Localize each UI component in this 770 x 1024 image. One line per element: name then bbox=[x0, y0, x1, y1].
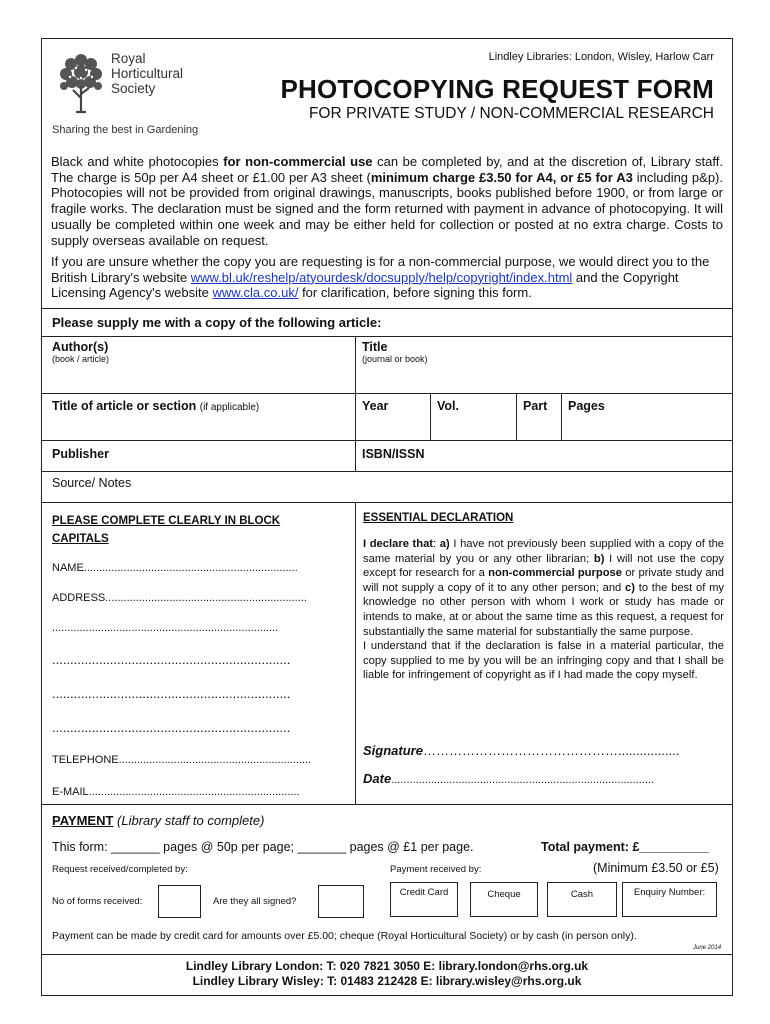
divider bbox=[430, 393, 431, 440]
date-field[interactable]: Date...................................................................................... bbox=[363, 771, 655, 786]
year-label: Year bbox=[362, 399, 389, 413]
divider bbox=[41, 308, 733, 309]
intro-paragraph-charges: Black and white photocopies for non-commercial use can be completed by, and at the discretion of, Library staff. The charge is 50p per A4 sheet or £1.00 per A3 sheet (minimum charge £3.50 for A4, or £5 for A3 including p&p). Photocopies will not be provided from original drawings, manuscripts, books published before 1900, or from large or fragile works. The declaration must be signed and the form returned with payment in advance of photocopying. It will usually be completed within one week and may be either held for collection or posted at no extra charge. Costs to supply overseas available on request. bbox=[51, 154, 723, 248]
source-notes-label: Source/ Notes bbox=[52, 476, 132, 490]
divider bbox=[355, 502, 356, 804]
title-label: Title bbox=[362, 340, 388, 354]
divider bbox=[41, 502, 733, 503]
section-label: Title of article or section (if applicable) bbox=[52, 399, 260, 413]
divider bbox=[41, 804, 733, 805]
rhs-tree-logo bbox=[58, 50, 104, 118]
all-signed-label: Are they all signed? bbox=[213, 896, 297, 907]
tagline: Sharing the best in Gardening bbox=[52, 124, 199, 136]
logo-wordmark: Royal Horticultural Society bbox=[111, 51, 184, 96]
payment-methods-note: Payment can be made by credit card for amounts over £5.00; cheque (Royal Horticultural Society) or by cash (in person only). bbox=[52, 930, 637, 942]
name-field[interactable]: NAME...................................................................... bbox=[52, 562, 298, 574]
payment-heading: PAYMENT (Library staff to complete) bbox=[52, 813, 265, 828]
total-payment-field[interactable]: Total payment: £__________ bbox=[541, 840, 709, 854]
address-line[interactable]: .......................................................................... bbox=[52, 622, 279, 634]
british-library-link[interactable]: www.bl.uk/reshelp/atyourdesk/docsupply/help/copyright/index.html bbox=[190, 269, 573, 285]
signature-field[interactable]: Signature………………………………………................. bbox=[363, 743, 680, 758]
email-field[interactable]: E-MAIL..................................................................... bbox=[52, 786, 300, 798]
cash-box[interactable]: Cash bbox=[547, 882, 617, 917]
form-title: PHOTOCOPYING REQUEST FORM bbox=[280, 74, 714, 104]
forms-received-label: No of forms received: bbox=[52, 896, 143, 907]
pages-charge-line: This form: _______ pages @ 50p per page; _______ pages @ £1 per page. bbox=[52, 840, 474, 854]
request-completed-label: Request received/completed by: bbox=[52, 864, 188, 875]
address-line[interactable]: .................................................................. bbox=[52, 720, 291, 735]
authors-hint: (book / article) bbox=[52, 354, 110, 364]
cheque-box[interactable]: Cheque bbox=[470, 882, 538, 917]
authors-label: Author(s) bbox=[52, 340, 109, 354]
part-label: Part bbox=[523, 399, 548, 413]
footer-wisley-contact: Lindley Library Wisley: T: 01483 212428 E: library.wisley@rhs.org.uk bbox=[192, 974, 582, 988]
form-version: June 2014 bbox=[693, 945, 722, 951]
all-signed-box[interactable] bbox=[318, 885, 364, 918]
declaration-heading: ESSENTIAL DECLARATION bbox=[363, 512, 514, 524]
enquiry-number-box[interactable]: Enquiry Number: bbox=[622, 882, 717, 917]
divider bbox=[41, 954, 733, 955]
minimum-charge-note: (Minimum £3.50 or £5) bbox=[593, 861, 719, 875]
divider bbox=[41, 471, 733, 472]
volume-label: Vol. bbox=[437, 399, 459, 413]
payment-received-label: Payment received by: bbox=[390, 864, 482, 875]
address-line[interactable]: .................................................................. bbox=[52, 686, 291, 701]
telephone-field[interactable]: TELEPHONE............................................................... bbox=[52, 754, 312, 766]
article-heading: Please supply me with a copy of the following article: bbox=[52, 315, 382, 330]
footer-london-contact: Lindley Library London: T: 020 7821 3050 E: library.london@rhs.org.uk bbox=[185, 959, 589, 973]
library-locations: Lindley Libraries: London, Wisley, Harlow Carr bbox=[488, 51, 714, 63]
divider bbox=[355, 336, 356, 471]
block-capitals-heading: PLEASE COMPLETE CLEARLY IN BLOCK CAPITALS bbox=[52, 515, 281, 545]
title-hint: (journal or book) bbox=[362, 354, 428, 364]
divider bbox=[41, 336, 733, 337]
credit-card-box[interactable]: Credit Card bbox=[390, 882, 458, 917]
address-line[interactable]: .................................................................. bbox=[52, 652, 291, 667]
forms-received-box[interactable] bbox=[158, 885, 201, 918]
intro-paragraph-copyright: If you are unsure whether the copy you are requesting is for a non-commercial purpose, we would direct you to the British Library's website www.bl.uk/reshelp/atyourdesk/docsupply/help/copyright/index.html and the Copyright Licensing Agency's website www.cla.co.uk/ for clarification, before signing this form. bbox=[51, 254, 710, 301]
declaration-text: I declare that: a) I have not previously been supplied with a copy of the same material by you or any other librarian; b) I will not use the copy except for research for a non-commercial purpose or private study and will not supply a copy of it to any other person; and c) to the best of my knowledge no other person with whom I work or study has made or intends to make, at or about the same time as this request, a request for substantially the same material for substantially the same purpose. I understand that if the declaration is false in a material particular, the copy supplied to me by you will be an infringing copy and that I shall be liable for infringement of copyright as if I had made the copy myself. bbox=[363, 538, 725, 682]
cla-link[interactable]: www.cla.co.uk/ bbox=[212, 285, 299, 301]
publisher-label: Publisher bbox=[52, 447, 109, 461]
isbn-label: ISBN/ISSN bbox=[362, 447, 425, 461]
address-field[interactable]: ADDRESS.................................................................. bbox=[52, 592, 307, 604]
divider bbox=[41, 440, 733, 441]
divider bbox=[41, 393, 733, 394]
divider bbox=[516, 393, 517, 440]
pages-label: Pages bbox=[568, 399, 605, 413]
divider bbox=[561, 393, 562, 440]
form-subtitle: FOR PRIVATE STUDY / NON-COMMERCIAL RESEARCH bbox=[308, 105, 714, 122]
